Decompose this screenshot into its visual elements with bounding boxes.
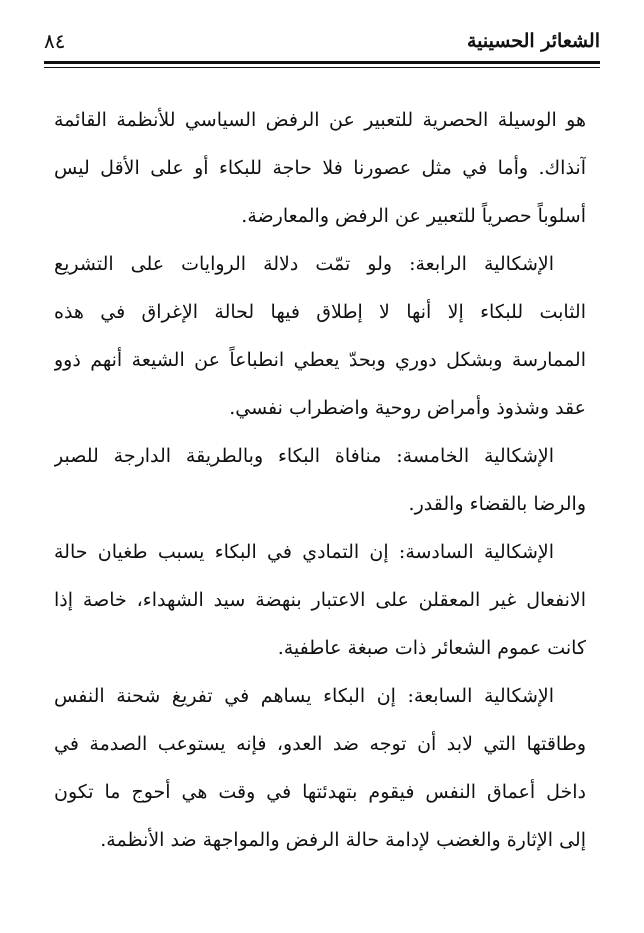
header-rule-thin (44, 67, 600, 68)
text-line: الإشكالية السابعة: إن البكاء يساهم في تفريغ شحنة النفس (54, 685, 554, 707)
text-line: الإشكالية الخامسة: منافاة البكاء وبالطريقة الدارجة للصبر (54, 445, 554, 467)
paragraph-fifth-issue (54, 432, 586, 528)
text-line: الثابت للبكاء إلا أنها لا إطلاق فيها لحالة الإغراق في هذه (54, 301, 586, 323)
page-header (44, 28, 600, 58)
text-line: كانت عموم الشعائر ذات صبغة عاطفية. (277, 637, 586, 659)
paragraph-sixth-issue (54, 528, 586, 672)
header-rule-thick (44, 61, 600, 64)
running-title: الشعائر الحسينية (466, 30, 600, 52)
text-line: عقد وشذوذ وأمراض روحية واضطراب نفسي. (229, 397, 586, 419)
text-line: وطاقتها التي لابد أن توجه ضد العدو، فإنه يستوعب الصدمة في (54, 733, 586, 755)
text-line: أسلوباً حصرياً للتعبير عن الرفض والمعارضة. (241, 205, 586, 227)
text-line: هو الوسيلة الحصرية للتعبير عن الرفض السياسي للأنظمة القائمة (54, 109, 586, 131)
text-line: الانفعال غير المعقلن على الاعتبار بنهضة سيد الشهداء، خاصة إذا (54, 589, 586, 611)
text-line: الإشكالية السادسة: إن التمادي في البكاء يسبب طغيان حالة (54, 541, 554, 563)
text-line: داخل أعماق النفس فيقوم بتهدئتها في وقت هي أحوج ما تكون (54, 781, 586, 803)
text-line: والرضا بالقضاء والقدر. (408, 493, 586, 515)
text-line: آنذاك. وأما في مثل عصورنا فلا حاجة للبكاء أو على الأقل ليس (54, 157, 586, 179)
paragraph-seventh-issue (54, 672, 586, 864)
text-line: الممارسة وبشكل دوري وبحدّ يعطي انطباعاً عن الشيعة أنهم ذوو (54, 349, 586, 371)
paragraph-fourth-issue (54, 240, 586, 432)
body-text (54, 96, 586, 864)
text-line: إلى الإثارة والغضب لإدامة حالة الرفض والمواجهة ضد الأنظمة. (100, 829, 586, 851)
page-number: ٨٤ (44, 29, 66, 53)
paragraph-continuation (54, 96, 586, 240)
text-line: الإشكالية الرابعة: ولو تمّت دلالة الروايات على التشريع (54, 253, 554, 275)
